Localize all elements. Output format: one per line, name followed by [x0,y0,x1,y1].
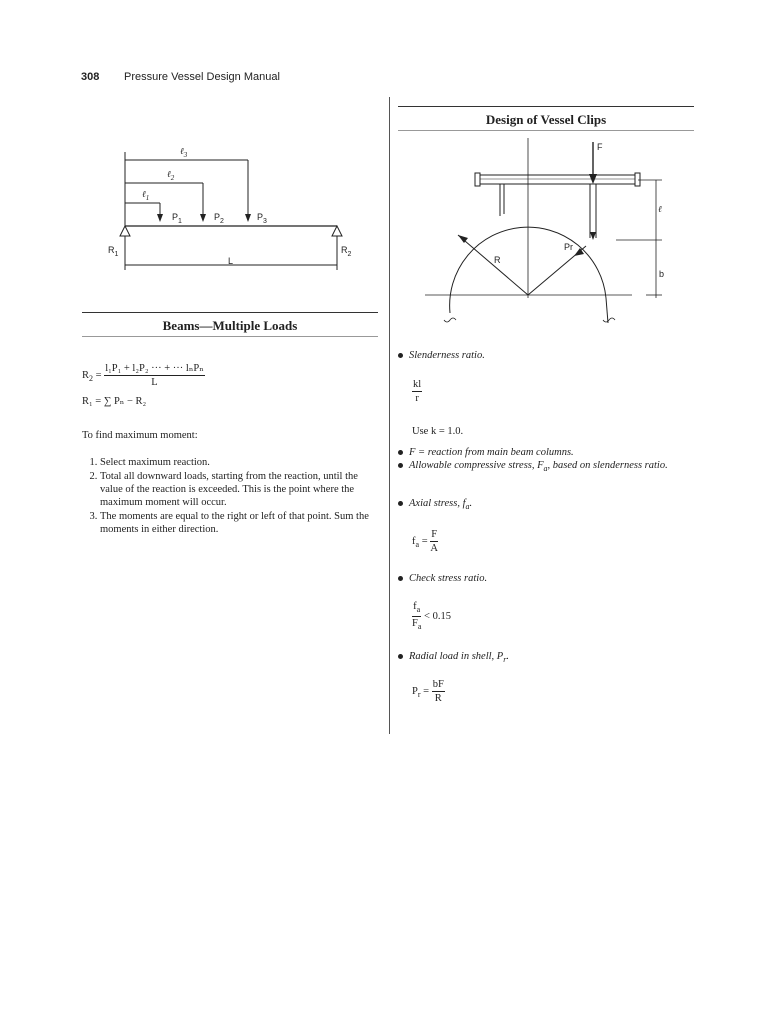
clips-title-rule-top [398,106,694,107]
bullet-dot [398,353,403,358]
step-item: 2. Total all downward loads, starting from the reaction, until the value of the reaction is exceeded. This is the point where the maximum moment will occur. [100,470,378,509]
slenderness-fraction: $\frac{kl}{r}$ [413,379,422,404]
l1-label: ℓ$_1$ [142,189,150,202]
vessel-clip-diagram [420,138,670,333]
force-f-label: F [597,142,603,152]
p1-label: $P_1$ [172,212,182,225]
span-label: L [228,256,234,266]
beams-title-rule-bottom [82,336,378,337]
running-header-title: Pressure Vessel Design Manual [124,71,280,83]
bullet-dot [398,654,403,659]
p3-label: $P_3$ [257,212,267,225]
r2-equation: $R_2$ = $\frac{\text{l₁P₁ + l₂P₂ ··· + ··· lₙPₙ}}{L}$ [82,363,204,388]
clips-section-title: Design of Vessel Clips [485,112,607,127]
column-divider [389,97,390,734]
page-number: 308 [81,71,100,83]
radial-load-bullet: Radial load in shell, $P_r$. [398,650,509,666]
radius-r-label: R [494,255,501,265]
beam-load-diagram [100,140,370,280]
l2-label: ℓ$_2$ [167,169,175,182]
use-k-text: Use k = 1.0. [412,426,464,437]
p2-label: $P_2$ [214,212,224,225]
pr-label: Pr [564,242,573,252]
slenderness-bullet: Slenderness ratio. [398,349,485,362]
bullet-dot [398,501,403,506]
allowable-stress-bullet: Allowable compressive stress, $F_a$, based on slenderness ratio. [398,459,694,475]
bullet-dot [398,576,403,581]
r1-equation: R₁ = ∑ Pₙ − R₂ [82,396,147,407]
dim-l-label: ℓ [658,204,662,214]
radial-load-equation: $P_r$ = $\frac{bF}{R}$ [412,679,444,704]
axial-stress-bullet: Axial stress, $f_a$. [398,497,472,513]
bullet-dot [398,463,403,468]
l3-label: ℓ$_3$ [180,146,188,159]
r2-label: $R_2$ [341,245,352,258]
beams-section-title: Beams—Multiple Loads [162,318,298,333]
check-ratio-bullet: Check stress ratio. [398,572,487,585]
stress-ratio-equation: $\frac{f_a}{F_a}$ < 0.15 [412,601,451,632]
bullet-dot [398,450,403,455]
step-item: 1. Select maximum reaction. [100,456,378,469]
f-definition-bullet: F = reaction from main beam columns. [398,446,574,459]
r1-label: $R_1$ [108,245,119,258]
max-moment-intro: To find maximum moment: [82,430,198,441]
clips-title-rule-bottom [398,130,694,131]
beams-title-rule-top [82,312,378,313]
axial-stress-equation: $f_a$ = $\frac{F}{A}$ [412,529,438,554]
step-item: 3. The moments are equal to the right or left of that point. Sum the moments in either direction. [100,510,378,536]
dim-b-label: b [659,269,665,279]
max-moment-steps [82,456,378,537]
